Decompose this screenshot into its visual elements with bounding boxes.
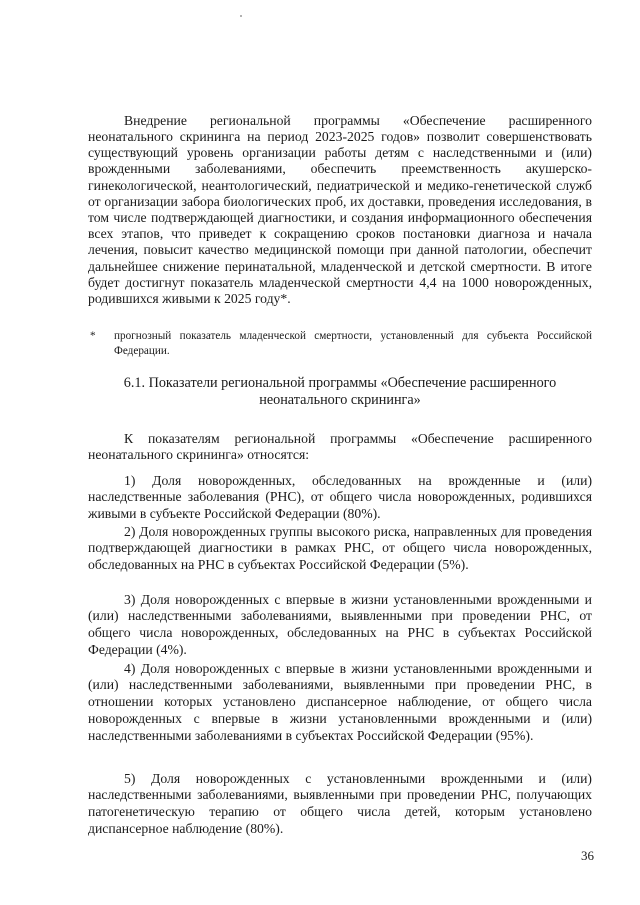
- lead-paragraph: К показателям региональной программы «Обеспечение расширенного неонатального скрининга» относятся:: [88, 430, 592, 462]
- indicator-item-3: 3) Доля новорожденных с впервые в жизни установленными врожденными и (или) наследственными заболеваниями, выявленными при проведении РНС, от общего числа новорожденных, обследованных на РНС в субъектах Российской Федерации (4%).: [88, 591, 592, 658]
- indicator-item-1: 1) Доля новорожденных, обследованных на врожденные и (или) наследственные заболевания (РНС), от общего числа новорожденных, родившихся живыми в субъекте Российской Федерации (80%).: [88, 472, 592, 522]
- scan-dot: [240, 15, 242, 17]
- section-title: [88, 375, 592, 409]
- page-number: 36: [581, 848, 594, 863]
- footnote: [90, 329, 592, 359]
- section-title-line-1: 6.1. Показатели региональной программы «Обеспечение расширенного: [123, 375, 557, 391]
- section-title-line-2: неонатального скрининга»: [259, 392, 421, 408]
- footnote-marker: *: [90, 330, 96, 342]
- indicator-item-2: 2) Доля новорожденных группы высокого риска, направленных для проведения подтверждающей диагностики в рамках РНС, от общего числа новорожденных, обследованных на РНС в субъектах Российской Федерации (5%).: [88, 523, 592, 573]
- footnote-text: прогнозный показатель младенческой смертности, установленный для субъекта Российской Федерации.: [114, 330, 592, 357]
- indicator-item-4: 4) Доля новорожденных с впервые в жизни установленными врожденными и (или) наследственными заболеваниями, выявленными при проведении РНС, в отношении которых установлено диспансерное наблюдение, от общего числа новорожденных с впервые в жизни установленными врожденными и (или) наследственными заболеваниями в субъектах Российской Федерации (95%).: [88, 660, 592, 743]
- intro-paragraph: Внедрение региональной программы «Обеспечение расширенного неонатального скрининга на период 2023-2025 годов» позволит совершенствовать существующий уровень организации работы детям с наследственными и (или) врожденными заболеваниями, обеспечить преемственность акушерско-гинекологической, неантологический, педиатрической и медико-генетической служб от организации забора биологических проб, их доставки, проведения исследования, в том числе подтверждающей диагностики, и создания информационного обеспечения всех этапов, что приведет к сокращению сроков постановки диагноза и начала лечения, повысит качество медицинской помощи при данной патологии, обеспечит дальнейшее снижение перинатальной, младенческой и детской смертности. В итоге будет достигнут показатель младенческой смертности 4,4 на 1000 новорожденных, родившихся живыми к 2025 году*.: [88, 112, 592, 306]
- indicator-item-5: 5) Доля новорожденных с установленными врожденными и (или) наследственными заболеваниями, выявленными при проведении РНС, получающих патогенетическую терапию от общего числа детей, которым установлено диспансерное наблюдение (80%).: [88, 770, 592, 837]
